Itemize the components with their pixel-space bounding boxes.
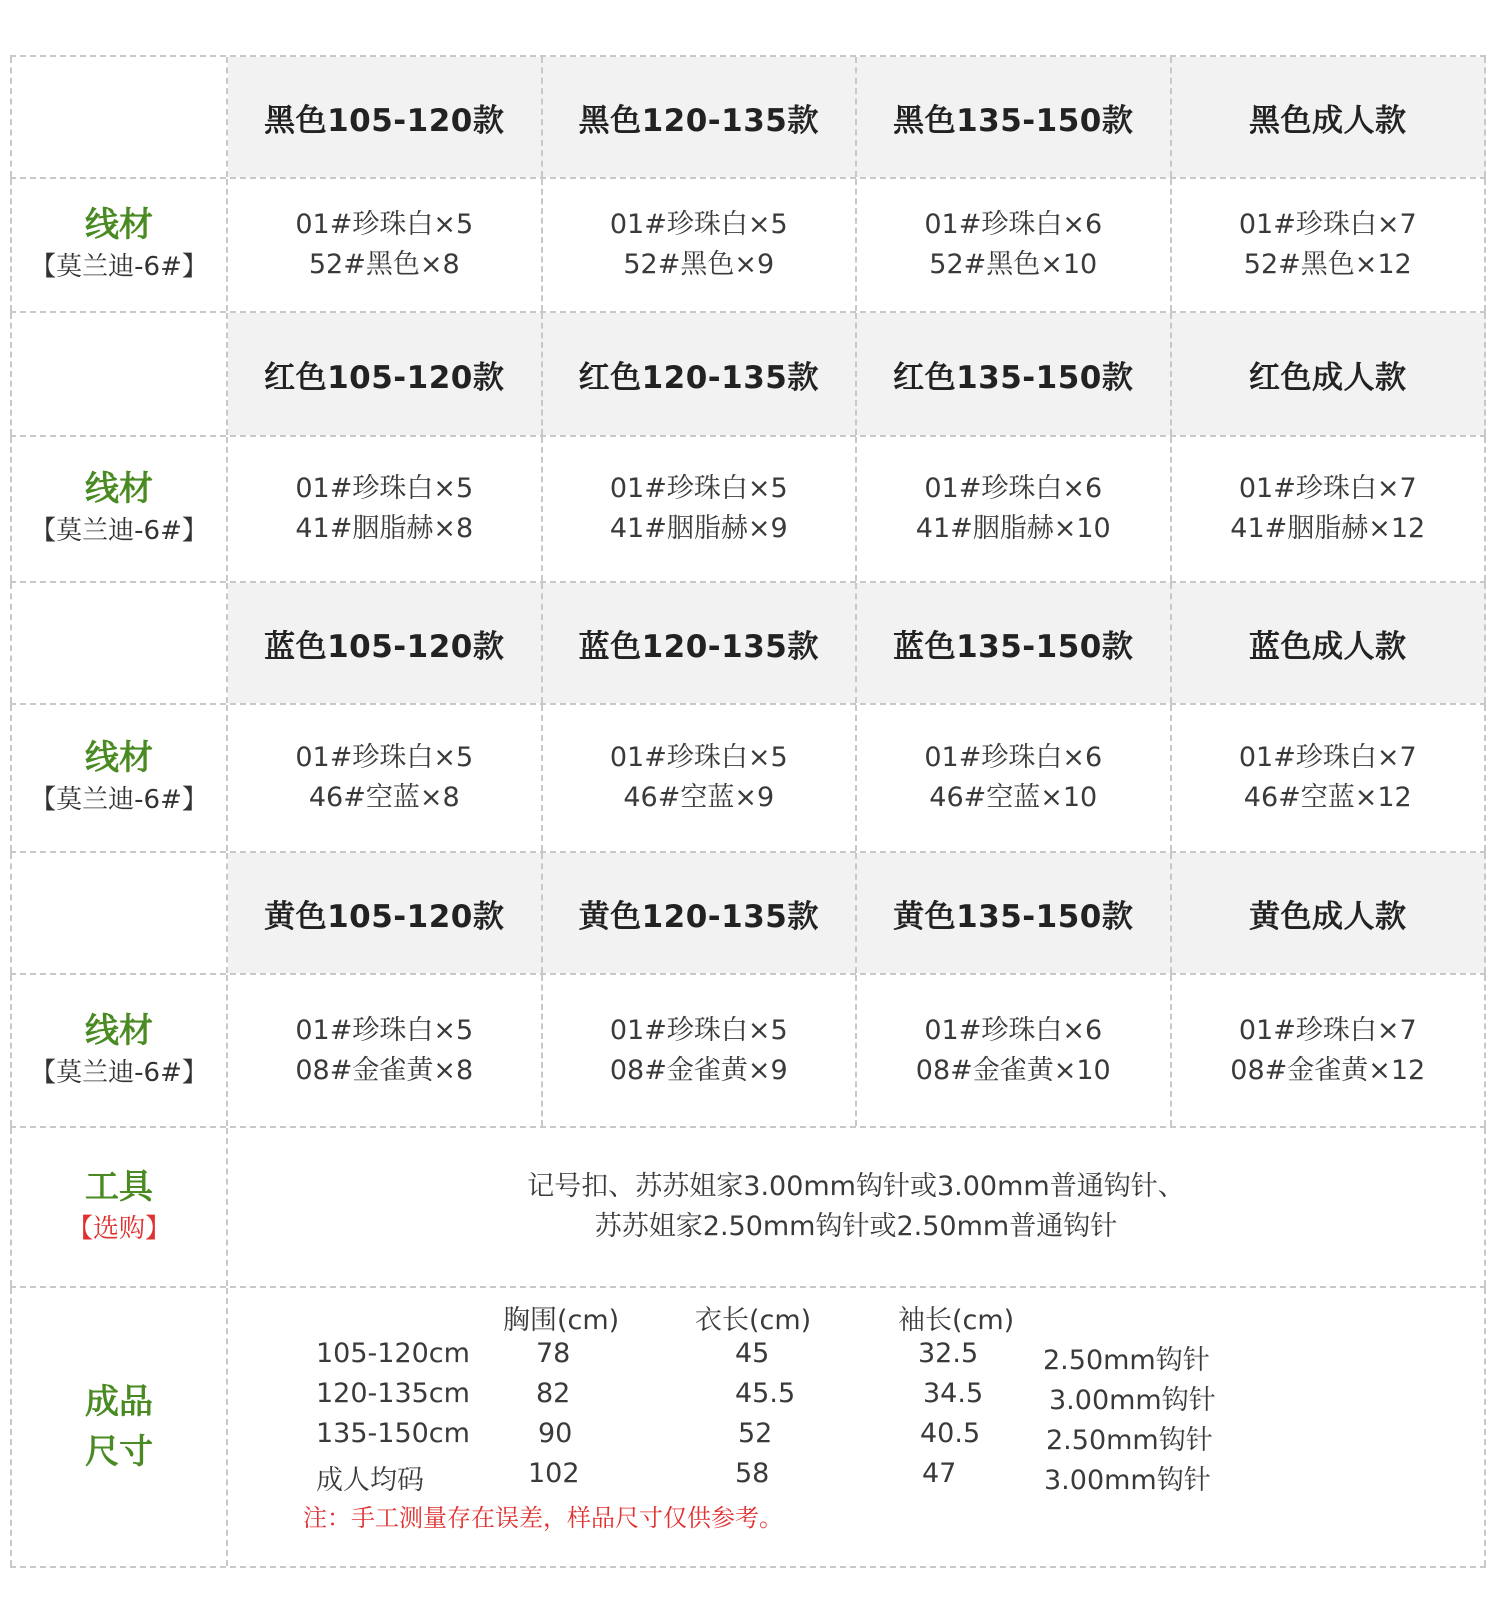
- yarn-spec-table: [10, 55, 1486, 1568]
- size-cell: 78: [536, 1338, 571, 1369]
- header-row-label-empty: [10, 313, 228, 435]
- header-cell: 红色105-120款: [228, 313, 543, 435]
- yarn-cell: [857, 975, 1172, 1126]
- header-cell: 红色120-135款: [543, 313, 858, 435]
- tools-content: [228, 1128, 1486, 1286]
- yarn-label-main: 线材: [85, 738, 153, 778]
- size-note: 注：手工测量存在误差，样品尺寸仅供参考。: [303, 1504, 783, 1532]
- yarn-cell: [228, 179, 543, 311]
- size-cell: 120-135cm: [316, 1378, 470, 1409]
- yarn-cell: [857, 705, 1172, 851]
- header-cell: 黑色成人款: [1172, 57, 1487, 177]
- size-cell: 2.50mm钩针: [1046, 1425, 1213, 1456]
- yarn-line: 01#珍珠白×7: [1238, 742, 1417, 773]
- yarn-line: 41#胭脂赫×12: [1230, 513, 1426, 544]
- size-label-line1: 成品: [85, 1382, 153, 1422]
- tools-row: [10, 1128, 1486, 1288]
- yarn-line: 08#金雀黄×9: [609, 1054, 788, 1086]
- yarn-row-yellow: [10, 975, 1486, 1128]
- yarn-cell: [1172, 179, 1487, 311]
- header-cell: 黑色120-135款: [543, 57, 858, 177]
- header-row-yellow: [10, 853, 1486, 975]
- yarn-line: 41#胭脂赫×10: [915, 513, 1111, 544]
- yarn-line: 01#珍珠白×6: [924, 1014, 1103, 1046]
- yarn-line: 52#黑色×9: [623, 249, 775, 280]
- header-row-black: [10, 55, 1486, 179]
- yarn-label-sub: 【莫兰迪-6#】: [30, 516, 208, 546]
- header-cell: 红色135-150款: [857, 313, 1172, 435]
- yarn-label-main: 线材: [85, 1010, 153, 1051]
- yarn-line: 52#黑色×8: [308, 249, 460, 280]
- size-cell: 3.00mm钩针: [1044, 1465, 1211, 1496]
- yarn-row-blue: [10, 705, 1486, 853]
- yarn-cell: [1172, 437, 1487, 581]
- size-cell: 45.5: [735, 1378, 796, 1409]
- yarn-cell: [1172, 705, 1487, 851]
- yarn-line: 08#金雀黄×8: [295, 1054, 474, 1086]
- tools-label-sub: 【选购】: [66, 1214, 171, 1244]
- yarn-cell: [228, 705, 543, 851]
- yarn-line: 01#珍珠白×5: [609, 742, 788, 773]
- header-cell: 蓝色105-120款: [228, 583, 543, 703]
- tools-line: 记号扣、苏苏姐家3.00mm钩针或3.00mm普通钩针、: [527, 1171, 1185, 1202]
- yarn-cell: [857, 437, 1172, 581]
- header-cell: 黑色135-150款: [857, 57, 1172, 177]
- yarn-line: 46#空蓝×12: [1243, 782, 1412, 813]
- header-row-label-empty: [10, 583, 228, 703]
- size-table: [228, 1288, 1486, 1566]
- header-cell: 红色成人款: [1172, 313, 1487, 435]
- size-cell: 135-150cm: [316, 1418, 470, 1449]
- yarn-line: 41#胭脂赫×9: [609, 513, 788, 544]
- size-cell: 成人均码: [316, 1465, 424, 1496]
- yarn-label-main: 线材: [85, 205, 153, 245]
- size-cell: 52: [738, 1418, 773, 1449]
- yarn-cell: [543, 179, 858, 311]
- yarn-row-black: [10, 179, 1486, 313]
- yarn-line: 01#珍珠白×5: [609, 209, 788, 240]
- yarn-line: 08#金雀黄×10: [915, 1054, 1111, 1086]
- size-cell: 47: [922, 1458, 957, 1489]
- size-row: [10, 1288, 1486, 1568]
- size-cell: 32.5: [918, 1338, 979, 1369]
- yarn-label-sub: 【莫兰迪-6#】: [30, 785, 208, 815]
- size-cell: 102: [528, 1458, 580, 1489]
- size-cell: 105-120cm: [316, 1338, 470, 1369]
- header-cell: 黑色105-120款: [228, 57, 543, 177]
- yarn-line: 01#珍珠白×6: [924, 742, 1103, 773]
- yarn-cell: [543, 705, 858, 851]
- yarn-line: 01#珍珠白×5: [295, 742, 474, 773]
- yarn-line: 01#珍珠白×6: [924, 209, 1103, 240]
- size-cell: 90: [538, 1418, 573, 1449]
- yarn-cell: [228, 975, 543, 1126]
- header-cell: 蓝色135-150款: [857, 583, 1172, 703]
- tools-line: 苏苏姐家2.50mm钩针或2.50mm普通钩针: [594, 1211, 1118, 1242]
- yarn-label-main: 线材: [85, 469, 153, 509]
- yarn-line: 01#珍珠白×6: [924, 473, 1103, 504]
- yarn-line: 01#珍珠白×5: [295, 1014, 474, 1046]
- size-col-header-chest: 胸围(cm): [503, 1305, 620, 1336]
- yarn-line: 01#珍珠白×7: [1238, 209, 1417, 240]
- yarn-line: 01#珍珠白×5: [295, 473, 474, 504]
- header-row-red: [10, 313, 1486, 437]
- size-col-header-sleeve: 袖长(cm): [898, 1305, 1015, 1336]
- size-cell: 3.00mm钩针: [1049, 1385, 1216, 1416]
- size-col-header-length: 衣长(cm): [695, 1305, 812, 1336]
- yarn-line: 52#黑色×10: [929, 249, 1098, 280]
- header-cell: 黄色120-135款: [543, 853, 858, 973]
- header-cell: 黄色135-150款: [857, 853, 1172, 973]
- yarn-row-red: [10, 437, 1486, 583]
- size-cell: 58: [735, 1458, 770, 1489]
- yarn-cell: [543, 975, 858, 1126]
- yarn-label-sub: 【莫兰迪-6#】: [30, 1057, 208, 1088]
- yarn-label-sub: 【莫兰迪-6#】: [30, 252, 208, 282]
- header-cell: 黄色成人款: [1172, 853, 1487, 973]
- header-row-label-empty: [10, 853, 228, 973]
- yarn-line: 01#珍珠白×7: [1238, 1014, 1417, 1046]
- yarn-label: [10, 179, 228, 311]
- yarn-cell: [228, 437, 543, 581]
- yarn-cell: [1172, 975, 1487, 1126]
- yarn-line: 01#珍珠白×5: [609, 473, 788, 504]
- yarn-label: [10, 975, 228, 1126]
- yarn-line: 08#金雀黄×12: [1230, 1054, 1426, 1086]
- size-cell: 34.5: [923, 1378, 984, 1409]
- size-cell: 2.50mm钩针: [1043, 1345, 1210, 1376]
- header-cell: 黄色105-120款: [228, 853, 543, 973]
- yarn-line: 01#珍珠白×5: [295, 209, 474, 240]
- yarn-label: [10, 705, 228, 851]
- tools-label-main: 工具: [85, 1167, 153, 1207]
- header-cell: 蓝色成人款: [1172, 583, 1487, 703]
- header-cell: 蓝色120-135款: [543, 583, 858, 703]
- size-cell: 40.5: [920, 1418, 981, 1449]
- header-row-label-empty: [10, 57, 228, 177]
- yarn-line: 52#黑色×12: [1243, 249, 1412, 280]
- yarn-line: 46#空蓝×8: [308, 782, 460, 813]
- yarn-line: 46#空蓝×10: [929, 782, 1098, 813]
- yarn-cell: [543, 437, 858, 581]
- size-cell: 82: [536, 1378, 571, 1409]
- size-label-line2: 尺寸: [85, 1432, 153, 1472]
- tools-label: [10, 1128, 228, 1286]
- yarn-line: 01#珍珠白×7: [1238, 473, 1417, 504]
- yarn-line: 41#胭脂赫×8: [295, 513, 474, 544]
- yarn-cell: [857, 179, 1172, 311]
- yarn-label: [10, 437, 228, 581]
- header-row-blue: [10, 583, 1486, 705]
- yarn-line: 01#珍珠白×5: [609, 1014, 788, 1046]
- yarn-line: 46#空蓝×9: [623, 782, 775, 813]
- size-cell: 45: [735, 1338, 770, 1369]
- size-label: [10, 1288, 228, 1566]
